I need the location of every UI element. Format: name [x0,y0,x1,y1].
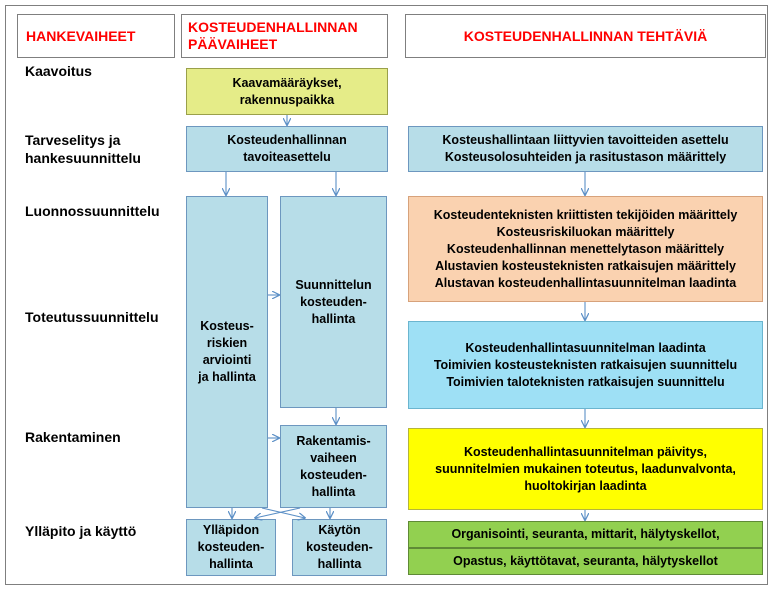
task-toteutussuunnittelu-line-3: Toimivien taloteknisten ratkaisujen suunnittelu [446,374,725,389]
box-rakentamisvaiheen-hallinta-line-1: Rakentamis- [296,433,371,448]
stage-rakentaminen: Rakentaminen [25,429,121,445]
box-kaavamaaraykset-line-1: Kaavamääräykset, [232,75,342,90]
task-luonnossuunnittelu-line-1: Kosteudenteknisten kriittisten tekijöiden määrittely [433,207,738,222]
task-toteutussuunnittelu-line-1: Kosteudenhallintasuunnitelman laadinta [465,340,706,355]
stage-tarveselvitys-line-2: hankesuunnittelu [25,150,141,166]
task-rakentaminen-line-2: suunnitelmien mukainen toteutus, laadunvalvonta, [435,461,736,476]
header-tasks-label: KOSTEUDENHALLINNAN TEHTÄVIÄ [463,28,708,44]
box-kayton-hallinta-line-3: hallinta [317,557,362,571]
task-luonnossuunnittelu-line-2: Kosteusriskiluokan määrittely [496,224,675,239]
box-rakentamisvaiheen-hallinta-line-2: vaiheen [310,450,357,465]
stage-yllapito: Ylläpito ja käyttö [25,523,137,539]
box-yllapidon-hallinta-line-1: Ylläpidon [202,523,260,537]
stage-toteutussuunnittelu: Toteutussuunnittelu [25,309,159,325]
task-rakentaminen-line-3: huoltokirjan laadinta [524,478,647,493]
task-toteutussuunnittelu-line-2: Toimivien kosteusteknisten ratkaisujen suunnittelu [433,357,738,372]
arrow-riskit-to-kaytto [262,508,305,518]
arrow-rakentamis-to-yllapito [255,508,300,518]
header-main-phases-line-2: PÄÄVAIHEET [188,36,278,52]
box-tavoiteasettelu-line-1: Kosteudenhallinnan [227,133,347,147]
box-suunnittelun-hallinta-line-3: hallinta [311,311,356,326]
box-kaavamaaraykset-line-2: rakennuspaikka [239,92,335,107]
box-riskien-arviointi-line-1: Kosteus- [200,319,254,333]
stage-kaavoitus: Kaavoitus [25,63,92,79]
task-hankesuunnittelu-line-1: Kosteushallintaan liittyvien tavoitteiden asettelu [442,133,729,147]
box-suunnittelun-hallinta-line-1: Suunnittelun [295,277,372,292]
stage-tarveselvitys-line-1: Tarveselitys ja [25,132,121,148]
box-rakentamisvaiheen-hallinta-line-3: kosteuden- [300,467,367,482]
task-hankesuunnittelu-line-2: Kosteusolosuhteiden ja rasitustason määrittely [444,150,727,164]
box-kayton-hallinta-line-1: Käytön [318,523,361,537]
box-riskien-arviointi-line-3: arviointi [202,353,252,367]
task-luonnossuunnittelu-line-4: Alustavien kosteusteknisten ratkaisujen määrittely [435,258,736,273]
task-luonnossuunnittelu-line-5: Alustavan kosteudenhallintasuunnitelman laadinta [434,275,737,290]
task-yllapito-line: Organisointi, seuranta, mittarit, hälytyskellot, [451,527,720,541]
box-kayton-hallinta-line-2: kosteuden- [306,540,373,554]
header-main-phases-line-1: KOSTEUDENHALLINNAN [188,19,358,35]
box-suunnittelun-hallinta-line-2: kosteuden- [300,294,367,309]
task-luonnossuunnittelu-line-3: Kosteudenhallinnan menettelytason määrittely [446,241,725,256]
box-yllapidon-hallinta-line-2: kosteuden- [197,540,265,554]
header-phases-label: HANKEVAIHEET [26,28,136,44]
box-rakentamisvaiheen-hallinta-line-4: hallinta [311,484,356,499]
box-yllapidon-hallinta-line-3: hallinta [209,557,253,571]
box-riskien-arviointi-line-4: ja hallinta [198,370,256,384]
stage-luonnossuunnittelu: Luonnossuunnittelu [25,203,160,219]
task-rakentaminen-line-1: Kosteudenhallintasuunnitelman päivitys, [463,444,708,459]
box-riskien-arviointi-line-2: riskien [206,336,248,350]
task-kaytto-line: Opastus, käyttötavat, seuranta, hälytyskellot [453,554,718,568]
box-tavoiteasettelu-line-2: tavoiteasettelu [243,150,331,164]
